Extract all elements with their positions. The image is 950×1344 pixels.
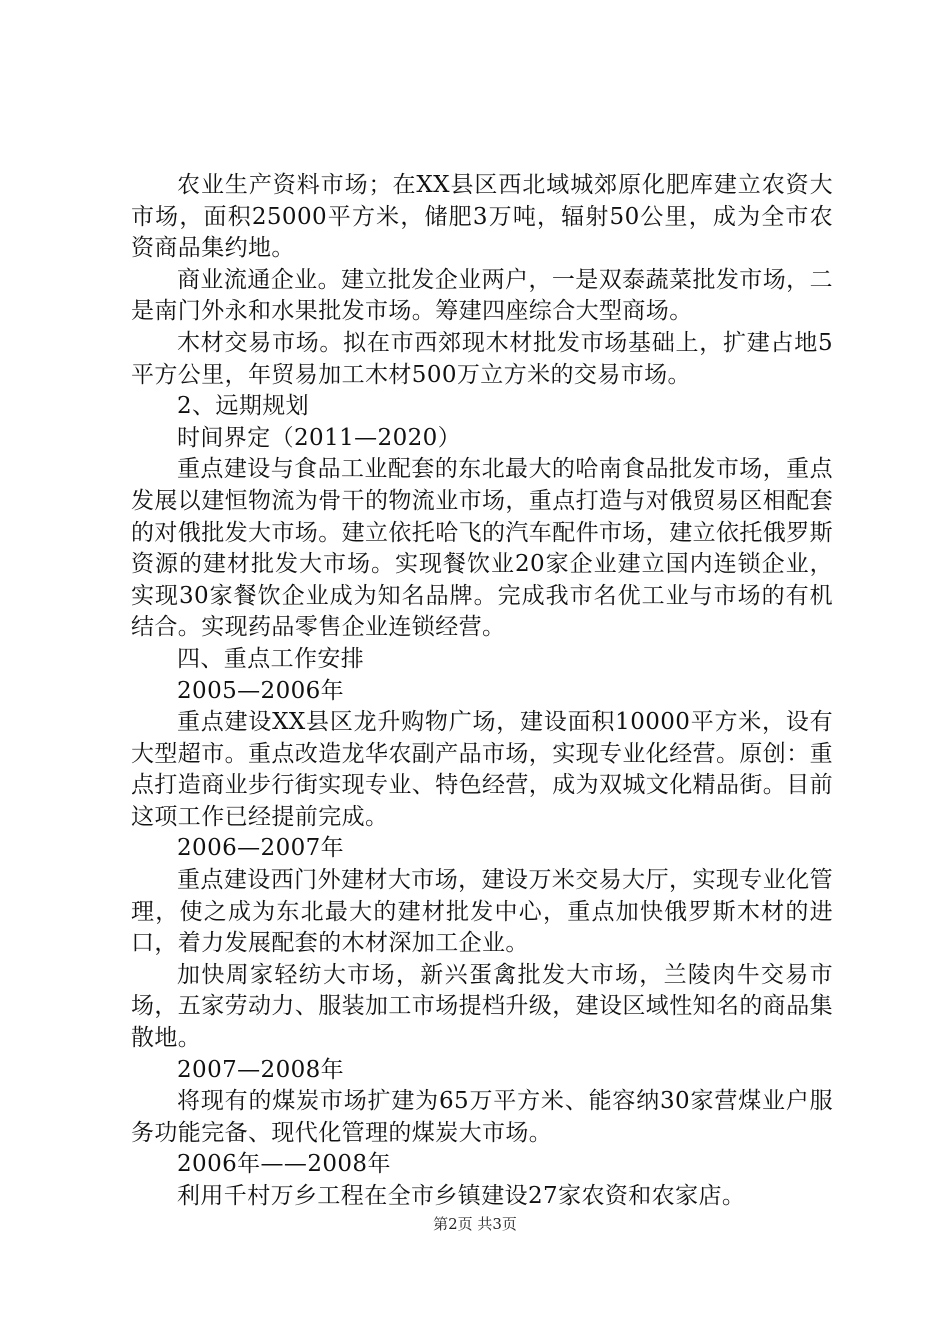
heading-time-range: 时间界定（2011—2020） xyxy=(177,424,462,451)
paragraph-2006-2007-a: 重点建设西门外建材大市场，建设万米交易大厅，实现专业化管理，使之成为东北最大的建材批发中心，重点加快俄罗斯木材的进口，着力发展配套的木材深加工企业。 xyxy=(131,867,833,957)
heading-key-work: 四、重点工作安排 xyxy=(177,645,365,672)
paragraph-2006-2008: 利用千村万乡工程在全市乡镇建设27家农资和农家店。 xyxy=(177,1183,746,1209)
paragraph-2005-2006: 重点建设XX县区龙升购物广场，建设面积10000平方米，设有大型超市。重点改造龙华农副产品市场，实现专业化经营。原创：重点打造商业步行街实现专业、特色经营，成为双城文化精品街。目前这项工作已经提前完成。 xyxy=(131,709,833,830)
paragraph-timber-market: 木材交易市场。拟在市西郊现木材批发市场基础上，扩建占地5平方公里，年贸易加工木材500万立方米的交易市场。 xyxy=(131,329,833,388)
paragraph-2007-2008: 将现有的煤炭市场扩建为65万平方米、能容纳30家营煤业户服务功能完备、现代化管理的煤炭大市场。 xyxy=(131,1088,833,1146)
heading-2006-2008: 2006年——2008年 xyxy=(177,1151,391,1178)
page-footer: 第2页 共3页 xyxy=(433,1215,517,1233)
paragraph-long-term-detail: 重点建设与食品工业配套的东北最大的哈南食品批发市场，重点发展以建恒物流为骨干的物流业市场，重点打造与对俄贸易区相配套的对俄批发大市场。建立依托哈飞的汽车配件市场，建立依托俄罗斯资源的建材批发大市场。实现餐饮业20家企业建立国内连锁企业，实现30家餐饮企业成为知名品牌。完成我市名优工业与市场的有机结合。实现药品零售企业连锁经营。 xyxy=(131,456,833,641)
paragraph-agri-supply-market: 农业生产资料市场；在XX县区西北域城郊原化肥库建立农资大市场，面积25000平方米，储肥3万吨，辐射50公里，成为全市农资商品集约地。 xyxy=(131,172,833,262)
heading-2005-2006: 2005—2006年 xyxy=(177,677,345,704)
paragraph-commerce-circulation: 商业流通企业。建立批发企业两户，一是双泰蔬菜批发市场，二是南门外永和水果批发市场。筹建四座综合大型商场。 xyxy=(131,266,833,325)
heading-2006-2007: 2006—2007年 xyxy=(177,835,345,862)
heading-long-term-plan: 2、远期规划 xyxy=(177,393,310,420)
paragraph-2006-2007-b: 加快周家轻纺大市场，新兴蛋禽批发大市场，兰陵肉牛交易市场，五家劳动力、服装加工市场提档升级，建设区域性知名的商品集散地。 xyxy=(131,961,833,1052)
heading-2007-2008: 2007—2008年 xyxy=(177,1056,345,1083)
document-body xyxy=(131,170,833,1213)
